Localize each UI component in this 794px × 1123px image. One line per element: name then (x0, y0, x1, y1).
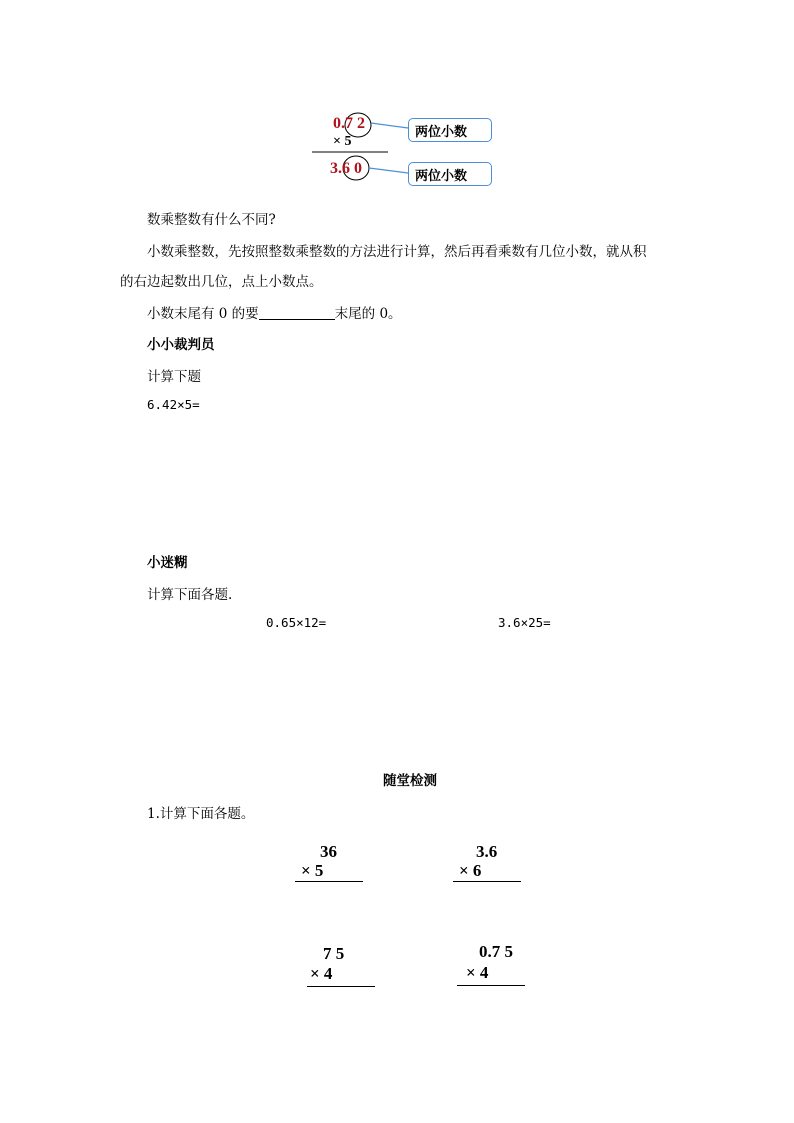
section1-problem: 6.42×5= (147, 397, 200, 412)
result-number: 3.6 0 (330, 160, 362, 177)
multiplier: × 5 (333, 134, 352, 149)
section3-title: 随堂检测 (383, 773, 437, 789)
fill-suffix: 末尾的 0。 (334, 306, 402, 322)
section2-instruction: 计算下面各题. (147, 587, 233, 603)
section2-problem-2: 3.6×25= (498, 615, 551, 630)
question-text: 数乘整数有什么不同? (147, 212, 276, 228)
vertical-rule (295, 881, 363, 882)
vertical-rule (457, 985, 525, 986)
vertical-top-number: 7 5 (323, 944, 345, 963)
connector-bottom (369, 168, 408, 173)
vertical-multiplier: × 6 (459, 861, 482, 880)
connector-top (371, 123, 408, 128)
section1-title: 小小裁判员 (147, 337, 215, 353)
section2-title: 小迷糊 (147, 555, 188, 571)
top-number: 0.7 2 (333, 115, 365, 132)
vertical-multiplier: × 4 (466, 963, 489, 982)
callout-top: 两位小数 (408, 118, 492, 142)
answer-blank[interactable] (259, 305, 335, 320)
section3-instruction: 1.计算下面各题。 (147, 806, 255, 822)
section1-instruction: 计算下题 (147, 369, 201, 385)
callout-bottom: 两位小数 (408, 162, 492, 186)
vertical-rule (307, 986, 375, 987)
vertical-top-number: 0.7 5 (479, 942, 513, 961)
fill-prefix: 小数末尾有 0 的要 (147, 306, 259, 322)
vertical-multiplier: × 5 (301, 861, 324, 880)
explanation-line-2: 的右边起数出几位，点上小数点。 (120, 274, 323, 290)
vertical-top-number: 36 (320, 842, 337, 861)
explanation-line-1: 小数乘整数，先按照整数乘整数的方法进行计算，然后再看乘数有几位小数，就从积 (147, 244, 647, 260)
vertical-rule (453, 881, 521, 882)
section2-problem-1: 0.65×12= (266, 615, 327, 630)
vertical-multiplier: × 4 (310, 964, 333, 983)
fill-in-sentence (147, 302, 402, 322)
vertical-top-number: 3.6 (476, 842, 498, 861)
